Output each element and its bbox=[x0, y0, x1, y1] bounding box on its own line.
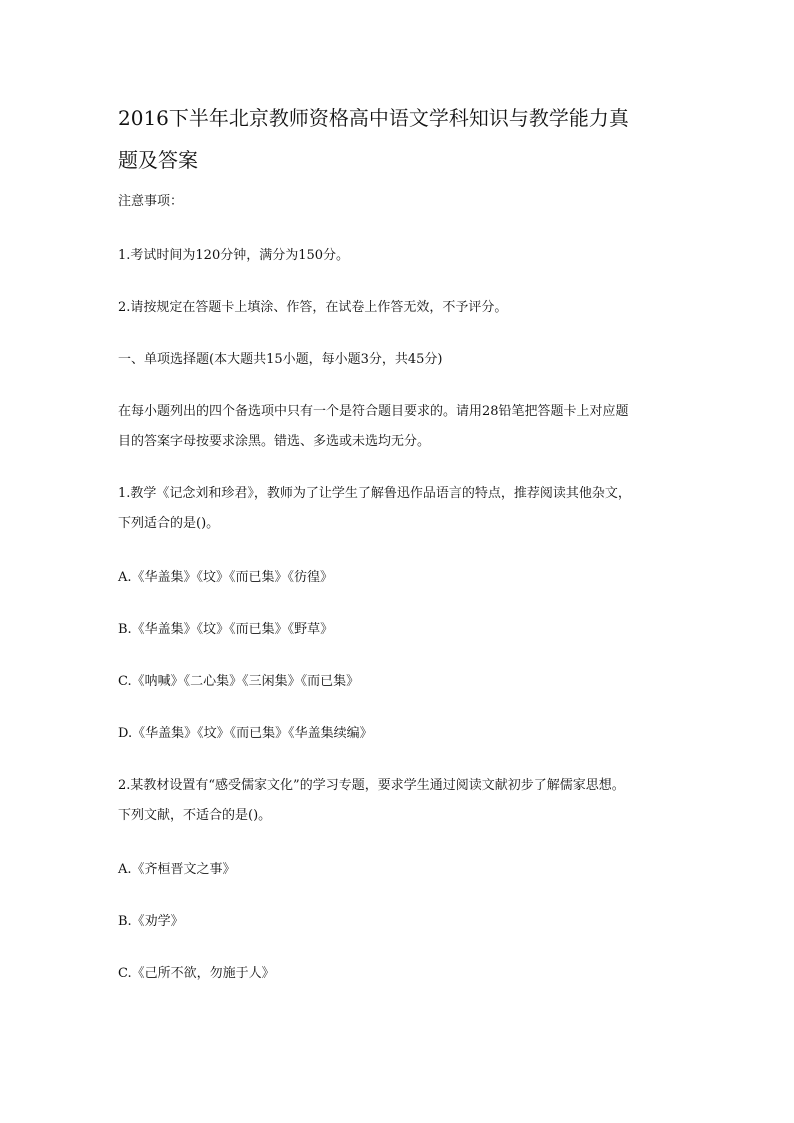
question-2-line-2: 下列文献，不适合的是()。 bbox=[118, 808, 272, 823]
question-2-option-b: B.《劝学》 bbox=[118, 914, 184, 929]
question-1-line-1: 1.教学《记念刘和珍君》，教师为了让学生了解鲁迅作品语言的特点，推荐阅读其他杂文， bbox=[118, 486, 631, 501]
doc-title-line-1: 2016下半年北京教师资格高中语文学科知识与教学能力真 bbox=[118, 106, 629, 130]
instruction-line-2: 目的答案字母按要求涂黑。错选、多选或未选均无分。 bbox=[118, 434, 431, 449]
notice-item-2: 2.请按规定在答题卡上填涂、作答，在试卷上作答无效，不予评分。 bbox=[118, 300, 508, 315]
question-1-option-d: D.《华盖集》《坟》《而已集》《华盖集续编》 bbox=[118, 726, 373, 741]
notice-heading: 注意事项： bbox=[118, 194, 184, 209]
question-1-line-2: 下列适合的是()。 bbox=[118, 516, 220, 531]
question-2-option-a: A.《齐桓晋文之事》 bbox=[118, 862, 236, 877]
question-1-option-a: A.《华盖集》《坟》《而已集》《彷徨》 bbox=[118, 570, 334, 585]
instruction-line-1: 在每小题列出的四个备选项中只有一个是符合题目要求的。请用28铅笔把答题卡上对应题 bbox=[118, 404, 629, 419]
question-1-option-c: C.《呐喊》《二心集》《三闲集》《而已集》 bbox=[118, 674, 360, 689]
doc-title-line-2: 题及答案 bbox=[118, 148, 198, 172]
section-heading: 一、单项选择题(本大题共15小题，每小题3分，共45分) bbox=[118, 352, 443, 367]
question-1-option-b: B.《华盖集》《坟》《而已集》《野草》 bbox=[118, 622, 334, 637]
question-2-line-1: 2.某教材设置有“感受儒家文化”的学习专题，要求学生通过阅读文献初步了解儒家思想。 bbox=[118, 778, 625, 793]
notice-item-1: 1.考试时间为120分钟，满分为150分。 bbox=[118, 248, 350, 263]
question-2-option-c: C.《己所不欲，勿施于人》 bbox=[118, 966, 275, 981]
